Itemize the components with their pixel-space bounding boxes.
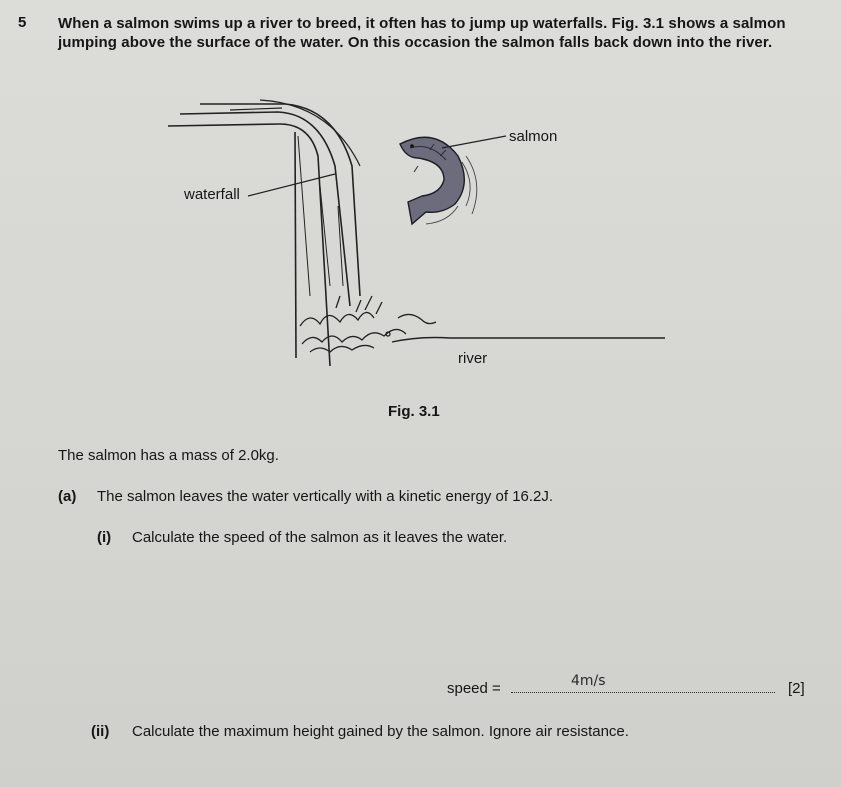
part-a-label: (a): [58, 488, 77, 505]
figure-caption: Fig. 3.1: [388, 403, 440, 420]
splash-icon: [300, 296, 436, 352]
salmon-leader-line: [442, 136, 506, 148]
handwritten-answer: 4m/s: [571, 673, 606, 689]
river-surface: [392, 338, 665, 343]
figure-salmon-waterfall: [160, 96, 680, 386]
figure-drawing: [160, 96, 680, 386]
mass-statement: The salmon has a mass of 2.0kg.: [58, 447, 279, 464]
sub-i-text: Calculate the speed of the salmon as it leaves the water.: [132, 529, 508, 546]
marks-allocation: [2]: [788, 680, 805, 697]
waterfall-label: waterfall: [184, 186, 240, 203]
river-label: river: [458, 350, 488, 367]
salmon-icon: [400, 137, 477, 224]
sub-ii-label: (ii): [91, 723, 110, 740]
speed-answer-line[interactable]: [511, 692, 775, 693]
waterfall-icon: [168, 100, 360, 366]
part-a-text: The salmon leaves the water vertically with a kinetic energy of 16.2J.: [97, 488, 554, 505]
question-number: 5: [18, 14, 27, 31]
sub-ii-text: Calculate the maximum height gained by the salmon. Ignore air resistance.: [132, 723, 629, 740]
sub-i-label: (i): [97, 529, 112, 546]
salmon-label: salmon: [509, 128, 558, 145]
speed-answer-prefix: speed =: [447, 680, 501, 697]
question-intro: When a salmon swims up a river to breed, it often has to jump up waterfalls. Fig. 3.1 shows a salmon jumping above the surface of the water. On this occasion the salmon falls back down into the river.: [58, 15, 786, 51]
waterfall-leader-line: [248, 174, 335, 196]
